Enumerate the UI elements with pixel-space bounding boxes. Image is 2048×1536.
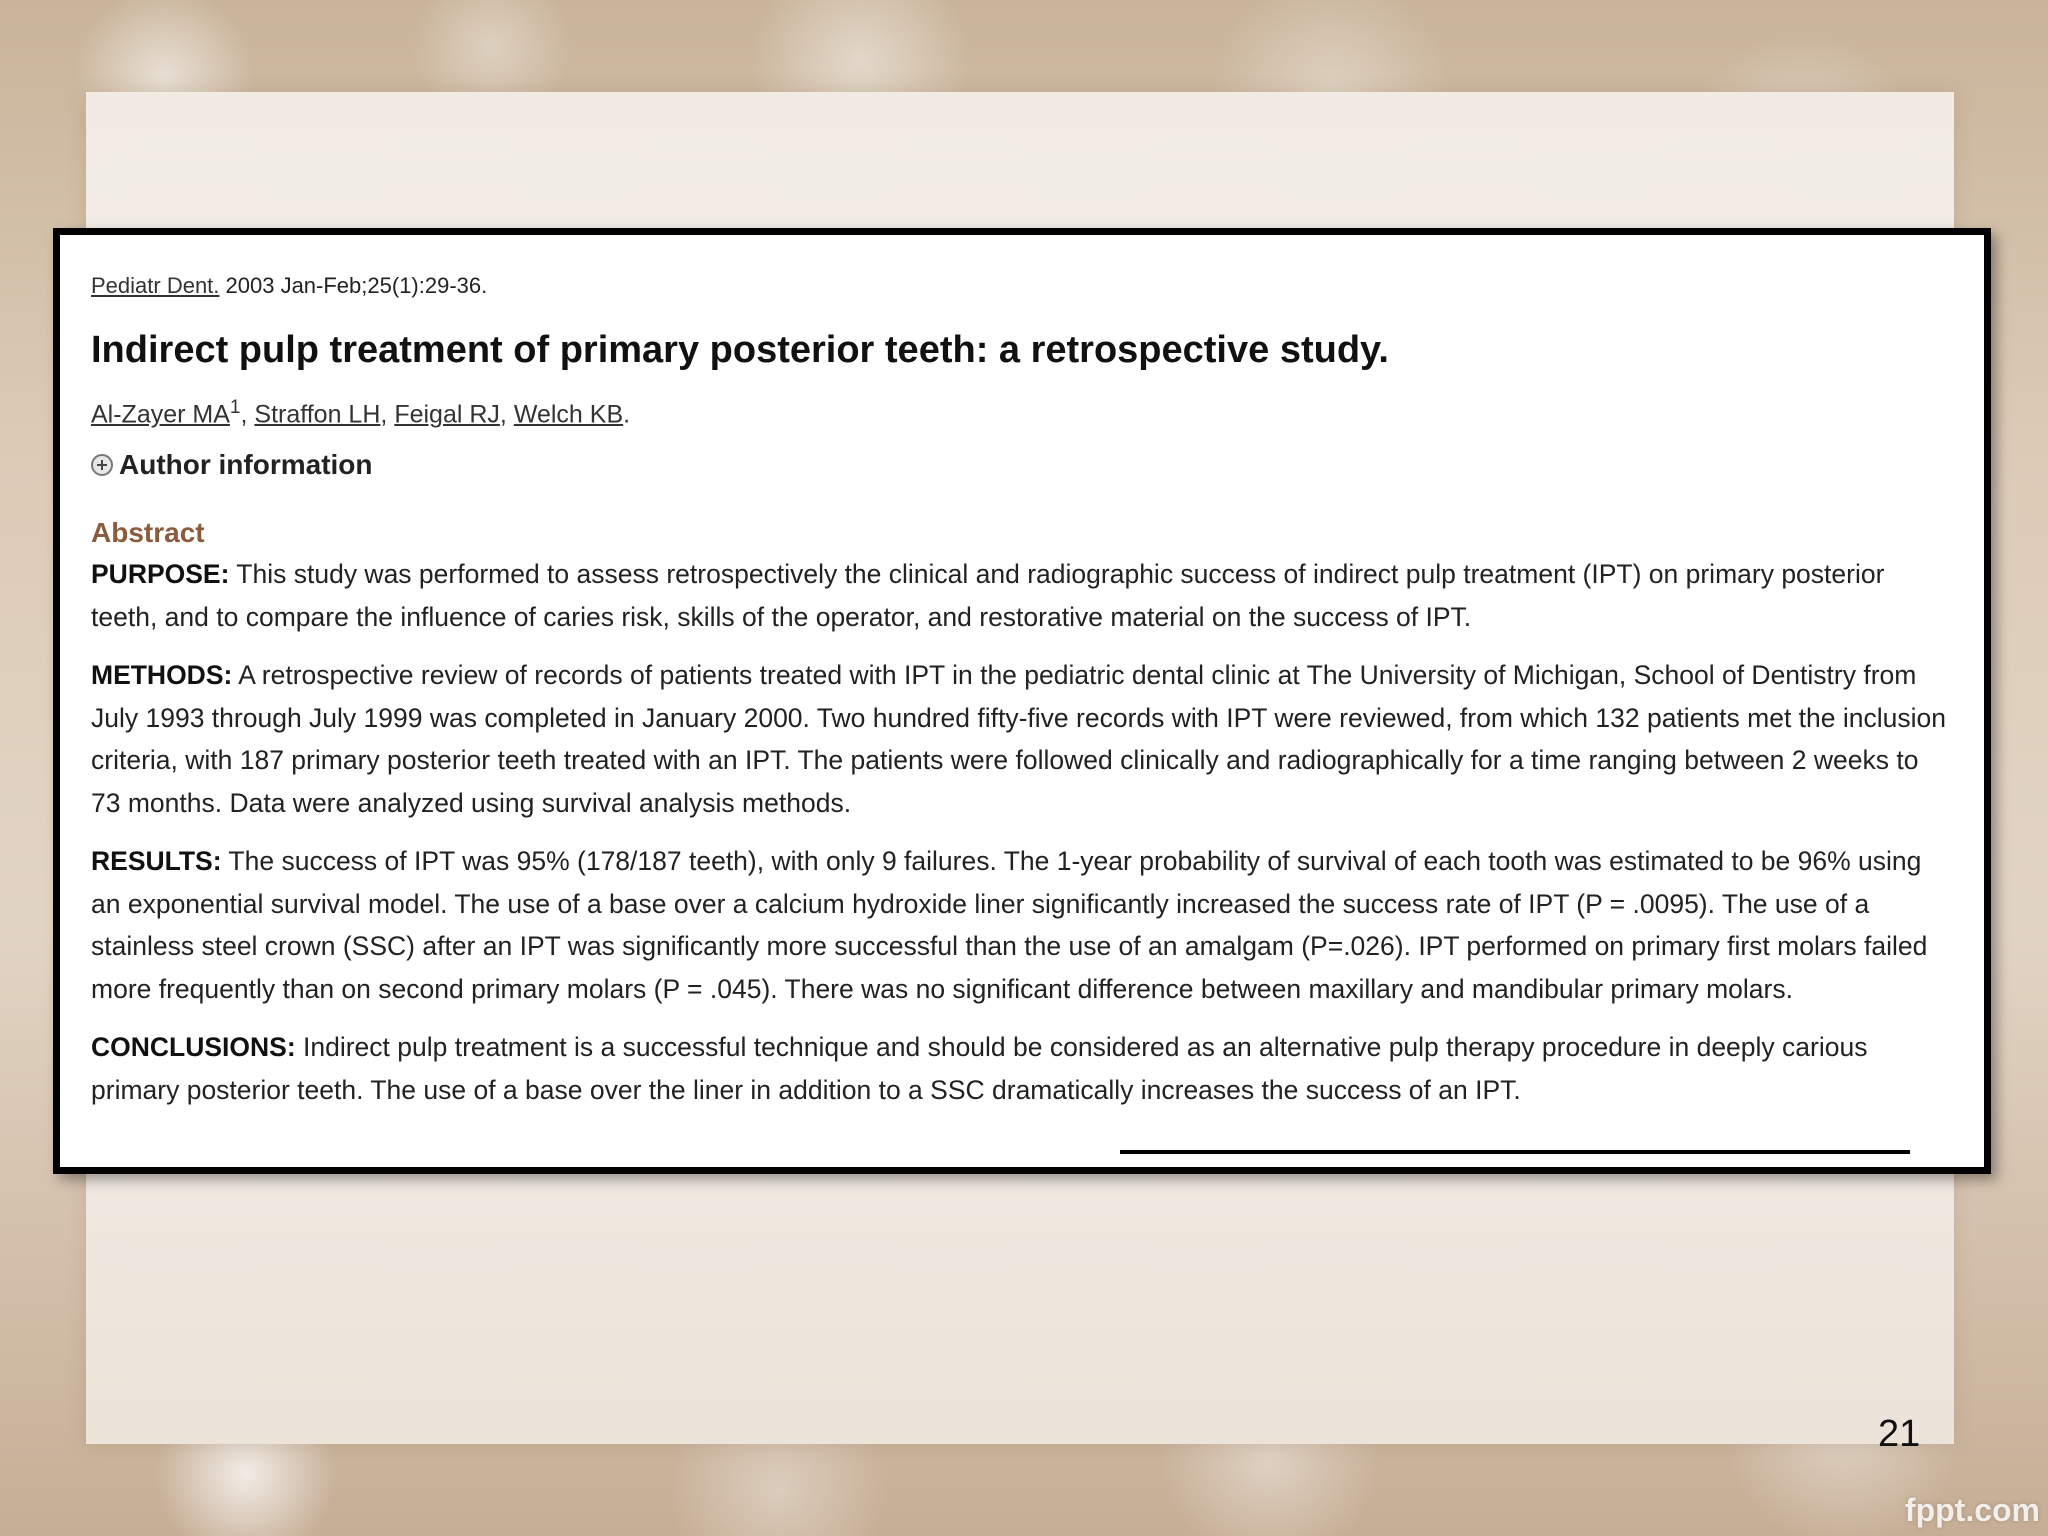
slide-number: 21 [1878, 1413, 1921, 1455]
abstract-heading: Abstract [91, 517, 205, 549]
author-information-label: Author information [119, 449, 373, 481]
section-text: This study was performed to assess retrospectively the clinical and radiographic success of indirect pulp treatment (IPT) on primary posterior teeth, and to compare the influence of caries risk, skills of the operator, and restorative material on the success of IPT. [91, 559, 1885, 632]
section-label: PURPOSE: [91, 559, 230, 590]
abstract-section-conclusions [91, 1026, 1953, 1111]
section-text: A retrospective review of records of patients treated with IPT in the pediatric dental clinic at The University of Michigan, School of Dentistry from July 1993 through July 1999 was completed in January 2000. Two hundred fifty-five records with IPT were reviewed, from which 132 patients met the inclusion criteria, with 187 primary posterior teeth treated with an IPT. The patients were followed clinically and radiographically for a time ranging between 2 weeks to 73 months. Data were analyzed using survival analysis methods. [91, 660, 1946, 818]
expand-plus-icon[interactable] [91, 454, 113, 476]
author-affiliation-sup: 1 [229, 397, 241, 418]
highlight-underline [1120, 1150, 1910, 1154]
author-link[interactable]: Welch KB [513, 400, 624, 429]
abstract-section-methods [91, 654, 1953, 824]
author-separator: , [499, 400, 514, 429]
journal-link[interactable]: Pediatr Dent. [91, 273, 220, 298]
abstract-section-results [91, 840, 1953, 1010]
author-link[interactable]: Straffon LH [254, 400, 381, 429]
citation-details: 2003 Jan-Feb;25(1):29-36. [219, 273, 488, 298]
section-label: METHODS: [91, 660, 233, 691]
abstract-section-purpose [91, 553, 1953, 638]
author-separator: . [623, 400, 631, 429]
brand-watermark: fppt.com [1904, 1492, 2040, 1528]
author-link[interactable]: Feigal RJ [394, 400, 500, 429]
section-text: The success of IPT was 95% (178/187 teeth), with only 9 failures. The 1-year probability of survival of each tooth was estimated to be 96% using an exponential survival model. The use of a base over a calcium hydroxide liner significantly increased the success rate of IPT (P = .0095). The use of a stainless steel crown (SSC) after an IPT was significantly more successful than the use of an amalgam (P=.026). IPT performed on primary first molars failed more frequently than on second primary molars (P = .045). There was no significant difference between maxillary and mandibular primary molars. [91, 846, 1928, 1004]
author-list [91, 391, 1953, 431]
section-text: Indirect pulp treatment is a successful technique and should be considered as an alternative pulp therapy procedure in deeply carious primary posterior teeth. The use of a base over the liner in addition to a SSC dramatically increases the success of an IPT. [91, 1032, 1868, 1105]
citation [91, 271, 1953, 301]
author-information-toggle[interactable] [91, 447, 1953, 483]
article-title: Indirect pulp treatment of primary posterior teeth: a retrospective study. [91, 329, 1389, 371]
author-separator: , [380, 400, 395, 429]
section-label: CONCLUSIONS: [91, 1032, 296, 1063]
author-separator: , [240, 400, 255, 429]
section-label: RESULTS: [91, 846, 222, 877]
abstract-card [53, 228, 1991, 1174]
author-link[interactable]: Al-Zayer MA [91, 400, 230, 429]
